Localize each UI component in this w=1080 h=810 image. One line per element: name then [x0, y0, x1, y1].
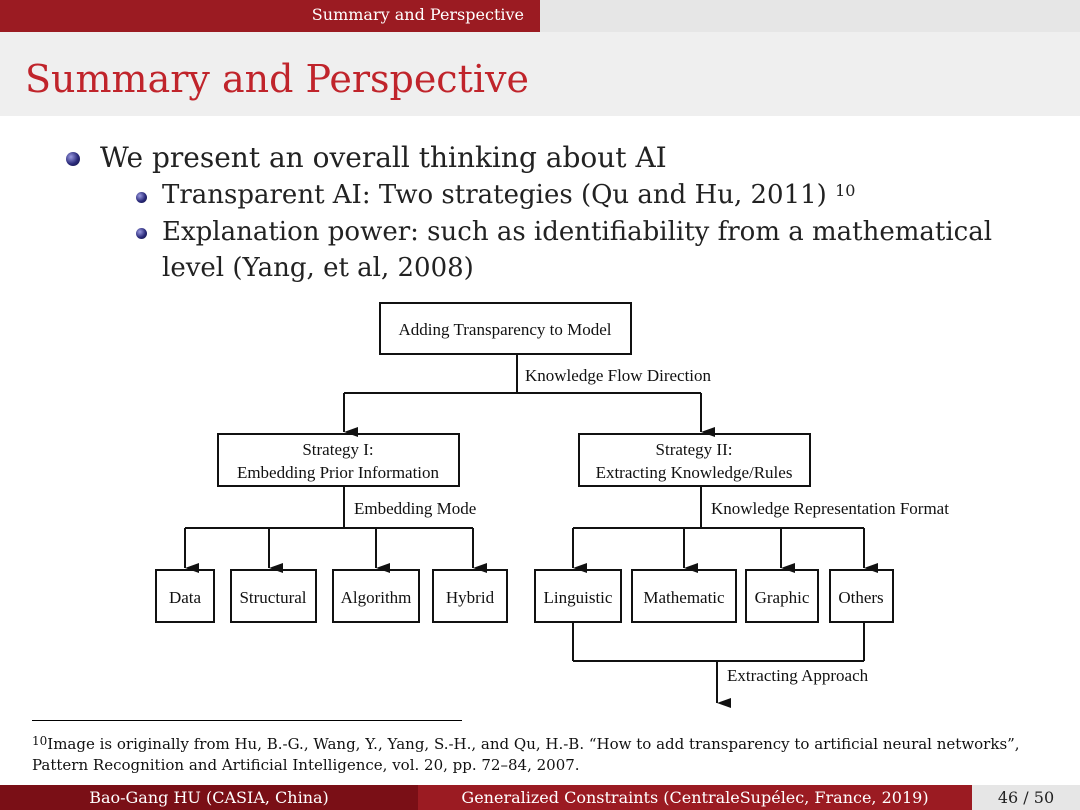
footer-author[interactable]: Bao-Gang HU (CASIA, China) — [0, 785, 418, 810]
flow-direction-label: Knowledge Flow Direction — [525, 366, 712, 385]
root-label: Adding Transparency to Model — [398, 320, 612, 339]
sub-bullet-1-text: Transparent AI: Two strategies (Qu and Hu, 2011) — [162, 180, 827, 210]
strategy2-title: Strategy II: — [655, 440, 733, 459]
strategy1-title: Strategy I: — [302, 440, 374, 459]
sub-bullet-2-line2: level (Yang, et al, 2008) — [162, 253, 474, 283]
leaf-others: Others — [838, 588, 884, 607]
embedding-mode-label: Embedding Mode — [354, 499, 477, 518]
strategy1-subtitle: Embedding Prior Information — [236, 463, 440, 482]
footer-talk-title[interactable]: Generalized Constraints (CentraleSupélec, France, 2019) — [418, 785, 972, 810]
footnote-divider — [32, 720, 462, 721]
sub-bullet-2-line1: Explanation power: such as identifiability from a mathematical — [162, 217, 993, 247]
extracting-approach-label: Extracting Approach — [727, 666, 869, 685]
section-tab[interactable]: Summary and Perspective — [0, 0, 540, 32]
footer-bar — [0, 785, 1080, 810]
strategy2-subtitle: Extracting Knowledge/Rules — [595, 463, 793, 482]
footnote-text: Image is originally from Hu, B.-G., Wang, Y., Yang, S.-H., and Qu, H.-B. “How to add transparency to artificial neural networks”, Pattern Recognition and Artificial Intelligence, vol. 20, pp. 72–84, 2007. — [32, 735, 1020, 774]
leaf-hybrid: Hybrid — [445, 588, 495, 607]
slide-title: Summary and Perspective — [25, 57, 529, 101]
leaf-algorithm: Algorithm — [340, 588, 412, 607]
bullet-main: We present an overall thinking about AI — [100, 141, 667, 174]
footnote-marker: 10 — [32, 734, 48, 748]
leaf-linguistic: Linguistic — [543, 588, 613, 607]
footnote — [32, 734, 1052, 776]
leaf-mathematic: Mathematic — [643, 588, 725, 607]
leaf-graphic: Graphic — [754, 588, 810, 607]
footnote-ref[interactable]: 10 — [835, 181, 856, 200]
leaf-data: Data — [168, 588, 202, 607]
knowledge-format-label: Knowledge Representation Format — [711, 499, 949, 518]
leaf-structural: Structural — [239, 588, 307, 607]
footer-page-number[interactable]: 46 / 50 — [972, 785, 1080, 810]
